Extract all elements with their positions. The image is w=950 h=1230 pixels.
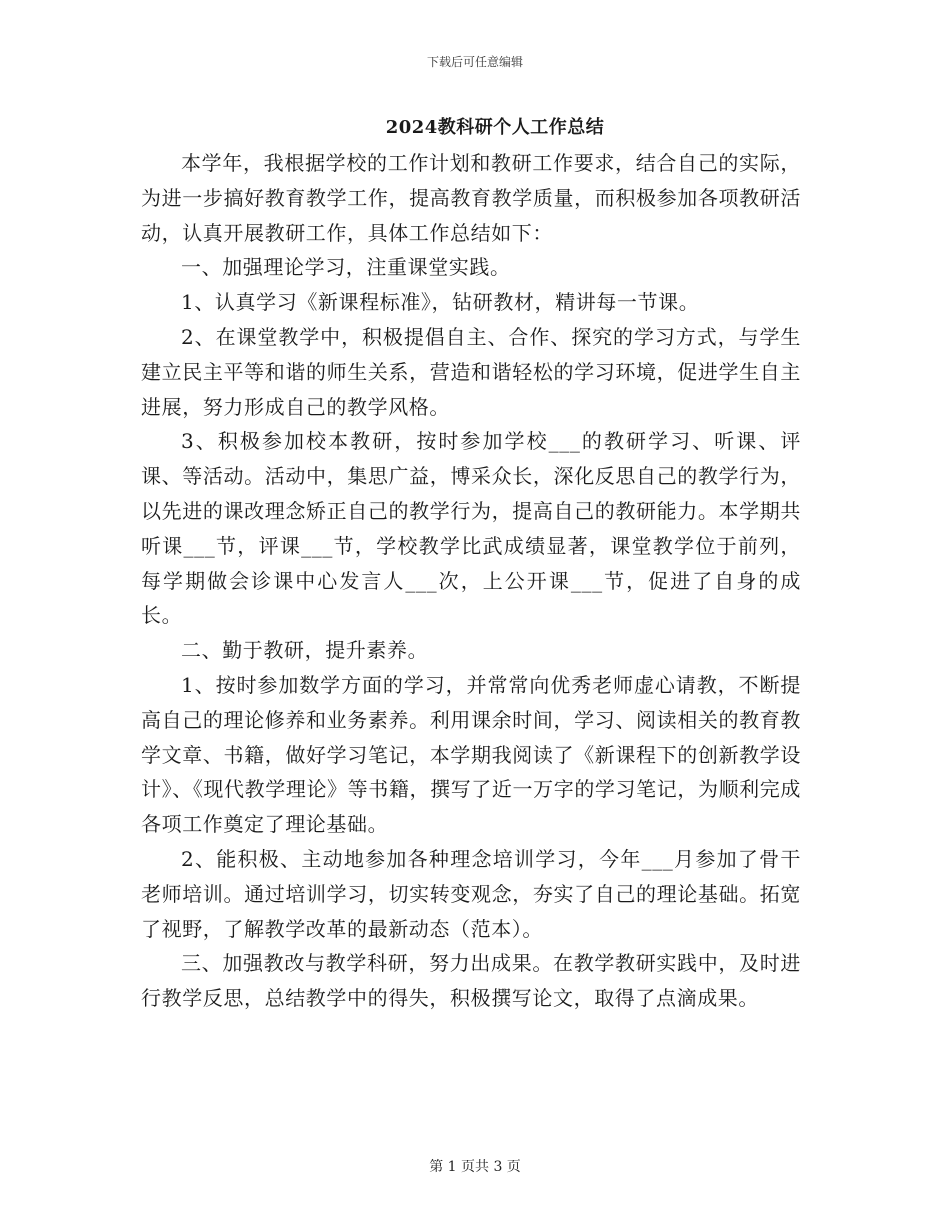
paragraph-section-2-heading: 二、勤于教研，提升素养。 [181, 638, 429, 663]
page-header-note: 下载后可任意编辑 [426, 55, 523, 69]
document-body [141, 146, 801, 1016]
paragraph-item-1-3: 3、积极参加校本教研，按时参加学校___的教研学习、听课、评课、等活动。活动中，集思广益，博采众长，深化反思自己的教学行为，以先进的课改理念矫正自己的教学行为，提高自己的教研能力。本学期共听课___节，评课___节，学校教学比武成绩显著，课堂教学位于前列，每学期做会诊课中心发言人___次，上公开课___节，促进了自身的成长。 [141, 429, 801, 628]
paragraph-item-1-1: 1、认真学习《新课程标准》，钻研教材，精讲每一节课。 [181, 290, 700, 315]
page-number-footer: 第 1 页共 3 页 [429, 1159, 521, 1175]
paragraph-intro: 本学年，我根据学校的工作计划和教研工作要求，结合自己的实际，为进一步搞好教育教学工作，提高教育教学质量，而积极参加各项教研活动，认真开展教研工作，具体工作总结如下： [141, 151, 801, 245]
paragraph-section-3: 三、加强教改与教学科研，努力出成果。在教学教研实践中，及时进行教学反思，总结教学中的得失，积极撰写论文，取得了点滴成果。 [141, 951, 801, 1011]
paragraph-section-1-heading: 一、加强理论学习，注重课堂实践。 [181, 255, 511, 280]
paragraph-item-1-2: 2、在课堂教学中，积极提倡自主、合作、探究的学习方式，与学生建立民主平等和谐的师生关系，营造和谐轻松的学习环境，促进学生自主进展，努力形成自己的教学风格。 [141, 324, 801, 419]
paragraph-item-2-2: 2、能积极、主动地参加各种理念培训学习，今年___月参加了骨干老师培训。通过培训学习，切实转变观念，夯实了自己的理论基础。拓宽了视野，了解教学改革的最新动态（范本）。 [141, 846, 801, 941]
paragraph-item-2-1: 1、按时参加数学方面的学习，并常常向优秀老师虚心请教，不断提高自己的理论修养和业务素养。利用课余时间，学习、阅读相关的教育教学文章、书籍，做好学习笔记，本学期我阅读了《新课程下的创新教学设计》、《现代教学理论》等书籍，撰写了近一万字的学习笔记，为顺利完成各项工作奠定了理论基础。 [141, 672, 801, 837]
document-title: 2024教科研个人工作总结 [385, 117, 605, 138]
